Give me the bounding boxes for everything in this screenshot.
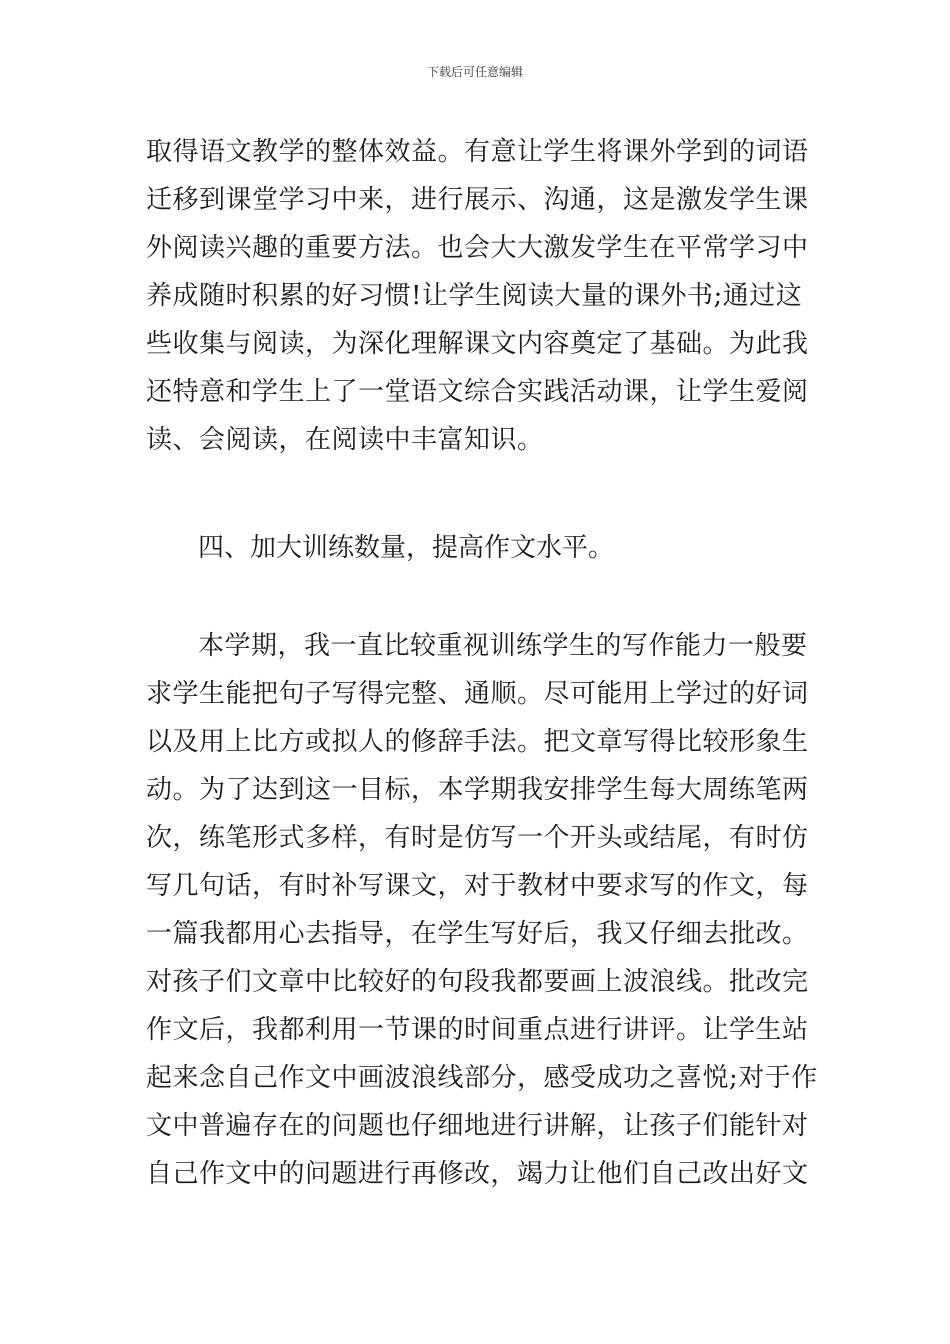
text-line: 养成随时积累的好习惯!让学生阅读大量的课外书;通过这 (146, 281, 803, 311)
text-line: 起来念自己作文中画波浪线部分，感受成功之喜悦;对于作 (146, 1063, 818, 1093)
paragraph-2 (146, 622, 818, 1198)
text-line: 文中普遍存在的问题也仔细地进行讲解，让孩子们能针对 (146, 1111, 809, 1141)
text-line: 取得语文教学的整体效益。有意让学生将课外学到的词语 (146, 137, 809, 167)
page-header: 下载后可任意编辑 (426, 65, 523, 79)
text-line: 些收集与阅读，为深化理解课文内容奠定了基础。为此我 (146, 329, 809, 359)
text-line: 动。为了达到这一目标，本学期我安排学生每大周练笔两 (146, 775, 809, 805)
text-line: 自己作文中的问题进行再修改，竭力让他们自己改出好文 (146, 1159, 809, 1189)
text-line: 以及用上比方或拟人的修辞手法。把文章写得比较形象生 (146, 727, 809, 757)
section-heading-text: 四、加大训练数量，提高作文水平。 (198, 533, 615, 563)
text-line: 迁移到课堂学习中来，进行展示、沟通，这是激发学生课 (146, 185, 809, 215)
section-heading (146, 524, 806, 572)
text-line: 一篇我都用心去指导，在学生写好后，我又仔细去批改。 (146, 919, 809, 949)
text-line: 外阅读兴趣的重要方法。也会大大激发学生在平常学习中 (146, 233, 809, 263)
text-line: 作文后，我都利用一节课的时间重点进行讲评。让学生站 (146, 1015, 809, 1045)
text-line: 还特意和学生上了一堂语文综合实践活动课，让学生爱阅 (146, 377, 809, 407)
text-line: 对孩子们文章中比较好的句段我都要画上波浪线。批改完 (146, 967, 809, 997)
text-line: 求学生能把句子写得完整、通顺。尽可能用上学过的好词 (146, 679, 809, 709)
text-line: 本学期，我一直比较重视训练学生的写作能力一般要 (198, 631, 808, 661)
text-line: 读、会阅读，在阅读中丰富知识。 (146, 425, 544, 455)
text-line: 写几句话，有时补写课文，对于教材中要求写的作文，每 (146, 871, 809, 901)
text-line: 次，练笔形式多样，有时是仿写一个开头或结尾，有时仿 (146, 823, 809, 853)
paragraph-1 (146, 128, 809, 464)
